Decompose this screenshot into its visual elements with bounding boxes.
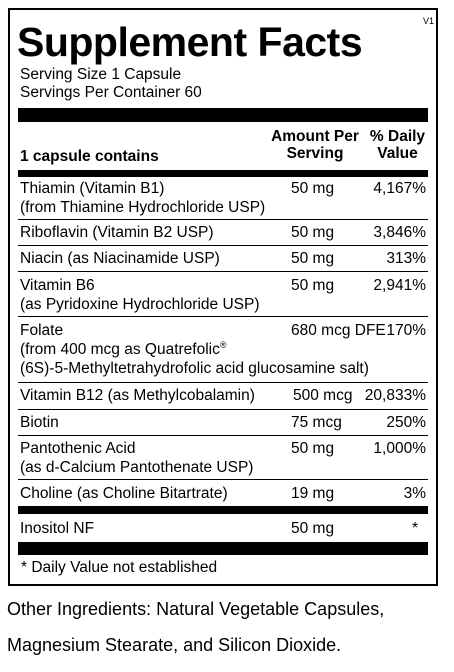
nutrient-dv: * (411, 520, 418, 537)
row-separator (18, 435, 428, 436)
row-separator (18, 245, 428, 246)
serving-size: Serving Size 1 Capsule (20, 66, 182, 83)
nutrient-name: Riboflavin (Vitamin B2 USP) (20, 224, 214, 241)
panel-title: Supplement Facts (17, 19, 363, 65)
row-separator (18, 382, 428, 383)
other-ingredients-line1: Other Ingredients: Natural Vegetable Capsules, (7, 599, 385, 619)
nutrient-name: Pantothenic Acid (as d-Calcium Pantothenate USP) (20, 440, 254, 476)
thick-divider-bottom (18, 542, 428, 555)
nutrient-amount: 50 mg (291, 277, 335, 294)
nutrient-name: Vitamin B12 (as Methylcobalamin) (20, 387, 255, 404)
nutrient-dv: 4,167% (373, 180, 426, 197)
header-contains: 1 capsule contains (20, 148, 159, 165)
other-ingredients-line2: Magnesium Stearate, and Silicon Dioxide. (7, 635, 342, 655)
header-amount: Amount Per Serving (271, 128, 359, 162)
nutrient-dv: 250% (386, 414, 426, 431)
nutrient-amount: 50 mg (291, 224, 335, 241)
nutrient-dv: 3% (403, 485, 426, 502)
nutrient-name: Niacin (as Niacinamide USP) (20, 250, 220, 267)
nutrient-amount: 50 mg (291, 250, 335, 267)
thick-divider-header (18, 170, 428, 177)
version-label: V1 (422, 16, 434, 26)
row-separator (18, 219, 428, 220)
nutrient-dv: 170% (386, 322, 426, 339)
row-separator (18, 271, 428, 272)
nutrient-dv: 313% (386, 250, 426, 267)
nutrient-amount: 50 mg (291, 440, 335, 457)
nutrient-name: Folate (from 400 mcg as Quatrefolic® (6S)-5-Methyltetrahydrofolic acid glucosamine salt) (20, 322, 369, 377)
supplement-facts-panel (8, 8, 438, 586)
row-separator (18, 409, 428, 410)
nutrient-dv: 3,846% (373, 224, 426, 241)
row-separator (18, 316, 428, 317)
nutrient-name: Thiamin (Vitamin B1) (from Thiamine Hydrochloride USP) (20, 180, 266, 216)
servings-per-container: Servings Per Container 60 (20, 84, 202, 101)
nutrient-dv: 2,941% (373, 277, 426, 294)
footnote: * Daily Value not established (21, 559, 218, 576)
nutrient-amount: 75 mcg (291, 414, 342, 431)
row-separator (18, 479, 428, 480)
thick-divider-top (18, 108, 428, 122)
nutrient-name: Inositol NF (20, 520, 95, 537)
nutrient-amount: 19 mg (291, 485, 335, 502)
nutrient-dv: 20,833% (364, 387, 426, 404)
nutrient-name: Biotin (20, 414, 59, 431)
thick-divider-middle (18, 506, 428, 514)
nutrient-amount: 50 mg (291, 180, 335, 197)
header-daily-value: % Daily Value (369, 128, 426, 162)
nutrient-amount: 500 mcg (293, 387, 353, 404)
nutrient-amount: 680 mcg DFE (291, 322, 386, 339)
nutrient-name: Choline (as Choline Bitartrate) (20, 485, 228, 502)
nutrient-dv: 1,000% (373, 440, 426, 457)
nutrient-name: Vitamin B6 (as Pyridoxine Hydrochloride USP) (20, 277, 260, 313)
nutrient-amount: 50 mg (291, 520, 335, 537)
